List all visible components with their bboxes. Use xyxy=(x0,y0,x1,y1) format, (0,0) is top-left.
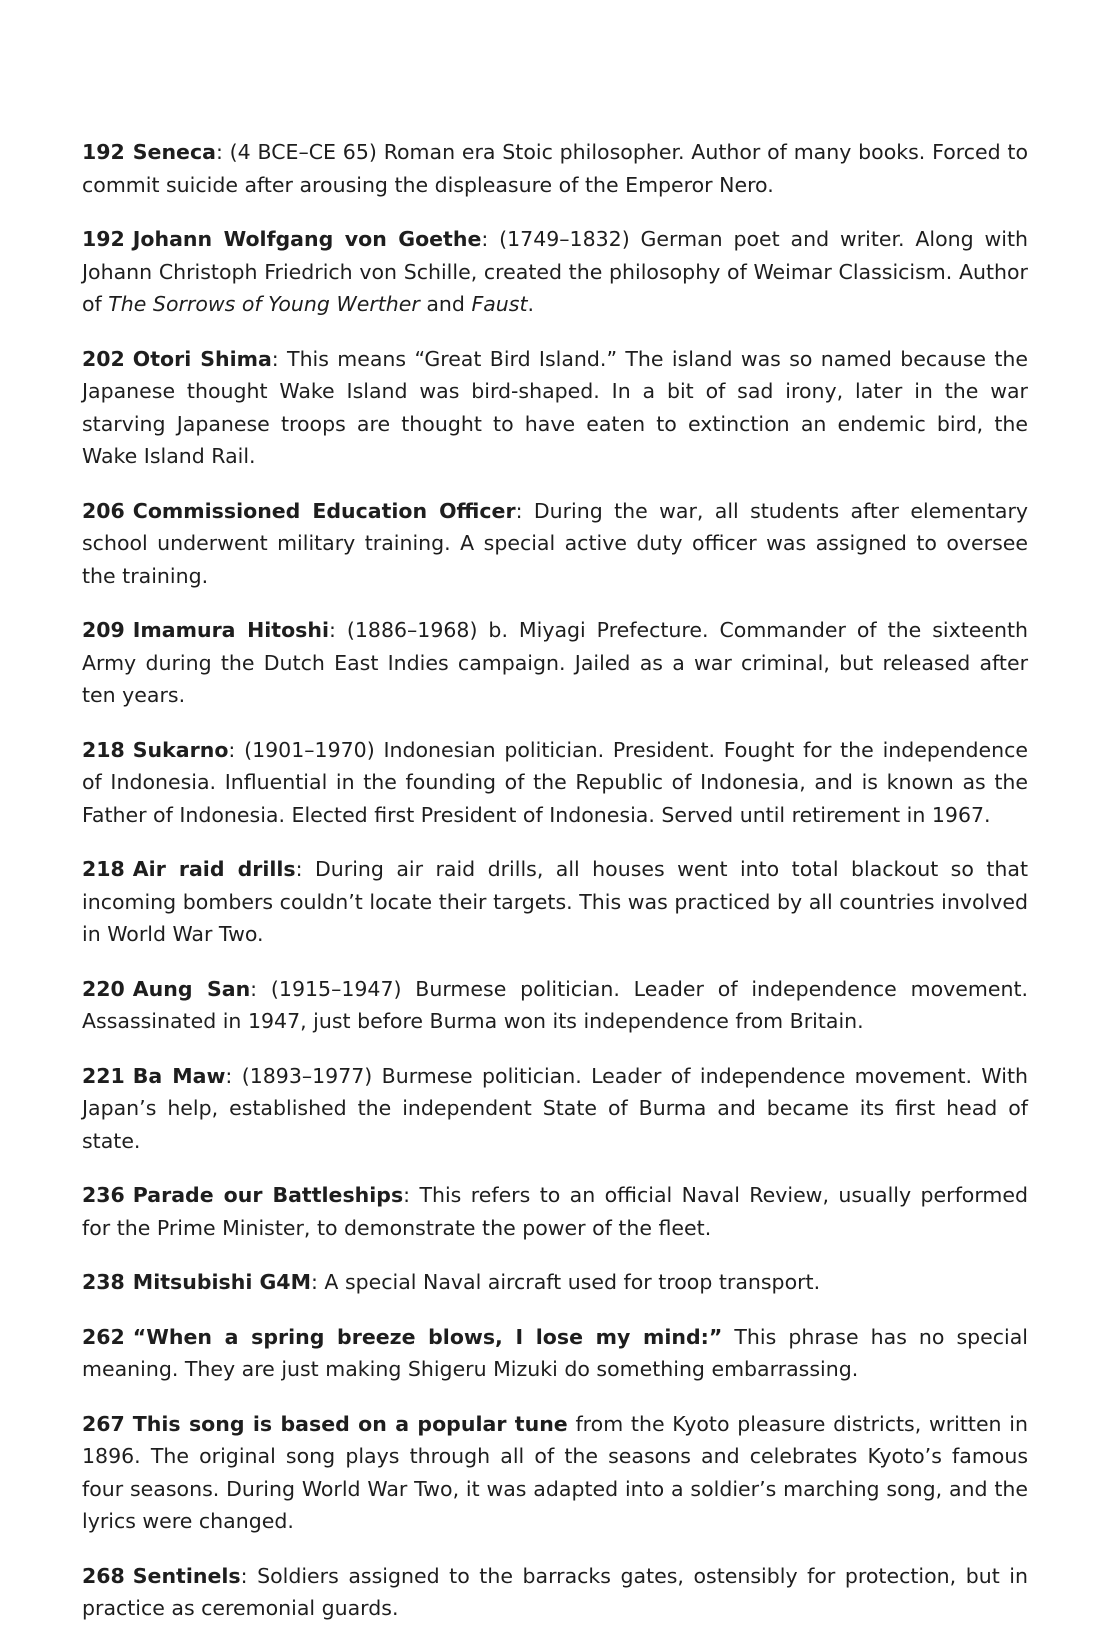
note-page-number: 202 xyxy=(82,346,125,371)
note-term: Sentinels xyxy=(132,1563,241,1588)
note-page-number: 268 xyxy=(82,1563,125,1588)
note-book-title: Faust xyxy=(471,292,528,316)
note-body: : A special Naval aircraft used for troop transport. xyxy=(310,1270,821,1294)
note-body: : This means “Great Bird Island.” The island was so named because the Japanese thought Wake Island was bird-shaped. In a bit of sad irony, later in the war starving Japanese troops are thought to have eaten to extinction an endemic bird, the Wake Island Rail. xyxy=(82,346,1028,468)
note-body: : (1749–1832) German poet and writer. Along with Johann Christoph Friedrich von Schille, created the philosophy of Weimar Classicism. Author of xyxy=(82,227,1028,316)
note-body: : During the war, all students after elementary school underwent military training. A special active duty officer was assigned to oversee the training. xyxy=(82,498,1029,588)
note-page-number: 262 xyxy=(82,1324,125,1349)
note-seneca xyxy=(82,136,1028,201)
note-body-end: . xyxy=(527,292,535,316)
note-term: Imamura Hitoshi xyxy=(132,618,329,642)
note-body: : (1901–1970) Indonesian politician. President. Fought for the independence of Indonesia. Influential in the founding of the Republic of Indonesia, and is known as the Father of Indonesia. Elected first President of Indonesia. Served until retirement in 1967. xyxy=(82,737,1028,827)
note-page-number: 267 xyxy=(82,1411,125,1436)
note-body-connector: and xyxy=(419,292,472,316)
note-page-number: 236 xyxy=(82,1183,125,1207)
note-sentinels xyxy=(82,1560,1028,1625)
note-body: from the Kyoto pleasure districts, written in 1896. The original song plays through all of the seasons and celebrates Kyoto’s famous four seasons. During World War Two, it was adapted into a soldier’s marching song, and the lyrics were changed. xyxy=(82,1411,1028,1533)
note-body: : (4 BCE–CE 65) Roman era Stoic philosopher. Author of many books. Forced to commit suicide after arousing the displeasure of the Emperor Nero. xyxy=(82,140,1028,197)
note-book-title: The Sorrows of Young Werther xyxy=(108,292,420,316)
note-term: Parade our Battleships xyxy=(132,1183,404,1207)
note-term: Mitsubishi G4M xyxy=(132,1270,311,1294)
note-page-number: 221 xyxy=(82,1063,125,1088)
note-aung-san xyxy=(82,973,1028,1038)
note-page-number: 218 xyxy=(82,857,125,881)
note-body: This phrase has no special meaning. They are just making Shigeru Mizuki do something embarrassing. xyxy=(82,1324,1028,1381)
note-term: Sukarno xyxy=(132,737,229,762)
note-term: Ba Maw xyxy=(132,1063,226,1088)
note-term: Commissioned Education Officer xyxy=(132,498,516,523)
note-goethe xyxy=(82,223,1028,321)
note-otori-shima xyxy=(82,343,1028,473)
note-page-number: 218 xyxy=(82,737,125,762)
note-air-raid-drills xyxy=(82,853,1028,951)
note-page-number: 209 xyxy=(82,618,125,642)
note-body: : (1886–1968) b. Miyagi Prefecture. Commander of the sixteenth Army during the Dutch East Indies campaign. Jailed as a war criminal, but released after ten years. xyxy=(82,618,1028,707)
note-page-number: 192 xyxy=(82,227,125,251)
note-body: : (1893–1977) Burmese politician. Leader of independence movement. With Japan’s help, established the independent State of Burma and became its first head of state. xyxy=(82,1063,1028,1153)
note-term: Johann Wolfgang von Goethe xyxy=(132,227,482,251)
note-term: “When a spring breeze blows, I lose my mind:” xyxy=(132,1324,723,1349)
note-term: This song is based on a popular tune xyxy=(132,1411,568,1436)
notes-page xyxy=(82,136,1028,1647)
note-term: Aung San xyxy=(132,976,251,1001)
note-education-officer xyxy=(82,495,1028,593)
note-spring-breeze xyxy=(82,1321,1028,1386)
note-page-number: 192 xyxy=(82,140,125,164)
note-mitsubishi-g4m xyxy=(82,1266,1028,1299)
note-term: Seneca xyxy=(132,140,216,164)
note-imamura-hitoshi xyxy=(82,614,1028,712)
note-ba-maw xyxy=(82,1060,1028,1158)
note-sukarno xyxy=(82,734,1028,832)
note-body: : During air raid drills, all houses went into total blackout so that incoming bombers couldn’t locate their targets. This was practiced by all countries involved in World War Two. xyxy=(82,857,1028,946)
note-parade-battleships xyxy=(82,1179,1028,1244)
note-page-number: 206 xyxy=(82,498,125,523)
note-page-number: 238 xyxy=(82,1270,125,1294)
note-body: : Soldiers assigned to the barracks gates, ostensibly for protection, but in practice as ceremonial guards. xyxy=(82,1563,1028,1620)
note-popular-tune xyxy=(82,1408,1028,1538)
note-term: Otori Shima xyxy=(132,346,272,371)
note-page-number: 220 xyxy=(82,976,125,1001)
note-body: : (1915–1947) Burmese politician. Leader of independence movement. Assassinated in 1947, just before Burma won its independence from Britain. xyxy=(82,976,1028,1033)
note-term: Air raid drills xyxy=(132,857,296,881)
note-body: : This refers to an official Naval Review, usually performed for the Prime Minister, to demonstrate the power of the fleet. xyxy=(82,1183,1028,1240)
